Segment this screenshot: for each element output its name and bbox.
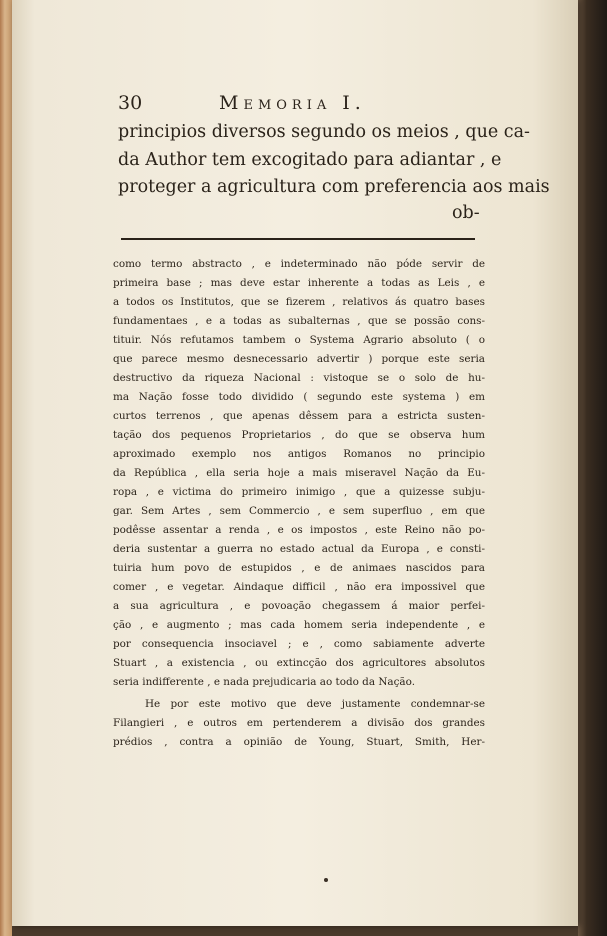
book-fore-edge [578,0,607,936]
paragraph-line: prédios , contra a opinião de Young, Stuart, Smith, Her- [113,736,485,748]
footnote-line: tituir. Nós refutamos tambem o Systema Agrario absoluto ( o [113,334,485,346]
footnote-line: ma Nação fosse todo dividido ( segundo este systema ) em [113,391,485,403]
body-line: principios diversos segundo os meios , que ca- [118,122,530,142]
footnote-line: aproximado exemplo nos antigos Romanos no principio [113,448,485,460]
footnote-line: fundamentaes , e a todas as subalternas , que se possão cons- [113,315,485,327]
catchword: ob- [452,203,480,223]
footnote-line: curtos terrenos , que apenas dêssem para a estricta susten- [113,410,485,422]
footnote-line: tuiria hum povo de estupidos , e de animaes nascidos para [113,562,485,574]
footnote-line: como termo abstracto , e indeterminado não póde servir de [113,258,485,270]
footnote-line: Stuart , a existencia , ou extincção dos agricultores absolutos [113,657,485,669]
running-title: Memoria I. [219,92,366,114]
footnote-line: deria sustentar a guerra no estado actual da Europa , e consti- [113,543,485,555]
footnote-line: a todos os Institutos, que se fizerem , relativos ás quatro bases [113,296,485,308]
footnote-line: podêsse assentar a renda , e os impostos , este Reino não po- [113,524,485,536]
footnote-line: a sua agricultura , e povoação chegassem á maior perfei- [113,600,485,612]
footnote-line: que parece mesmo desnecessario advertir ) porque este seria [113,353,485,365]
page-bottom-edge [12,926,578,936]
paragraph-line: He por este motivo que deve justamente condemnar-se [145,698,485,710]
footnote-line: da República , ella seria hoje a mais miseravel Nação da Eu- [113,467,485,479]
footnote-line: primeira base ; mas deve estar inherente a todas as Leis , e [113,277,485,289]
footnote-line: destructivo da riqueza Nacional : vistoque se o solo de hu- [113,372,485,384]
footnote-line: comer , e vegetar. Aindaque difficil , não era impossivel que [113,581,485,593]
footnote-line: ção , e augmento ; mas cada homem seria independente , e [113,619,485,631]
body-line: da Author tem excogitado para adiantar , e [118,150,502,170]
paragraph-line: Filangieri , e outros em pertenderem a divisão dos grandes [113,717,485,729]
book-spine-edge [0,0,12,936]
footnote-line: tação dos pequenos Proprietarios , do que se observa hum [113,429,485,441]
footnote-rule [121,238,475,240]
page-number: 30 [118,92,143,114]
footnote-line: por consequencia insociavel ; e , como sabiamente adverte [113,638,485,650]
footnote-line: ropa , e victima do primeiro inimigo , que a quizesse subju- [113,486,485,498]
ink-speck [324,878,328,882]
footnote-line: seria indifferente , e nada prejudicaria ao todo da Nação. [113,676,415,688]
body-line: proteger a agricultura com preferencia aos mais [118,177,550,197]
footnote-line: gar. Sem Artes , sem Commercio , e sem superfluo , em que [113,505,485,517]
